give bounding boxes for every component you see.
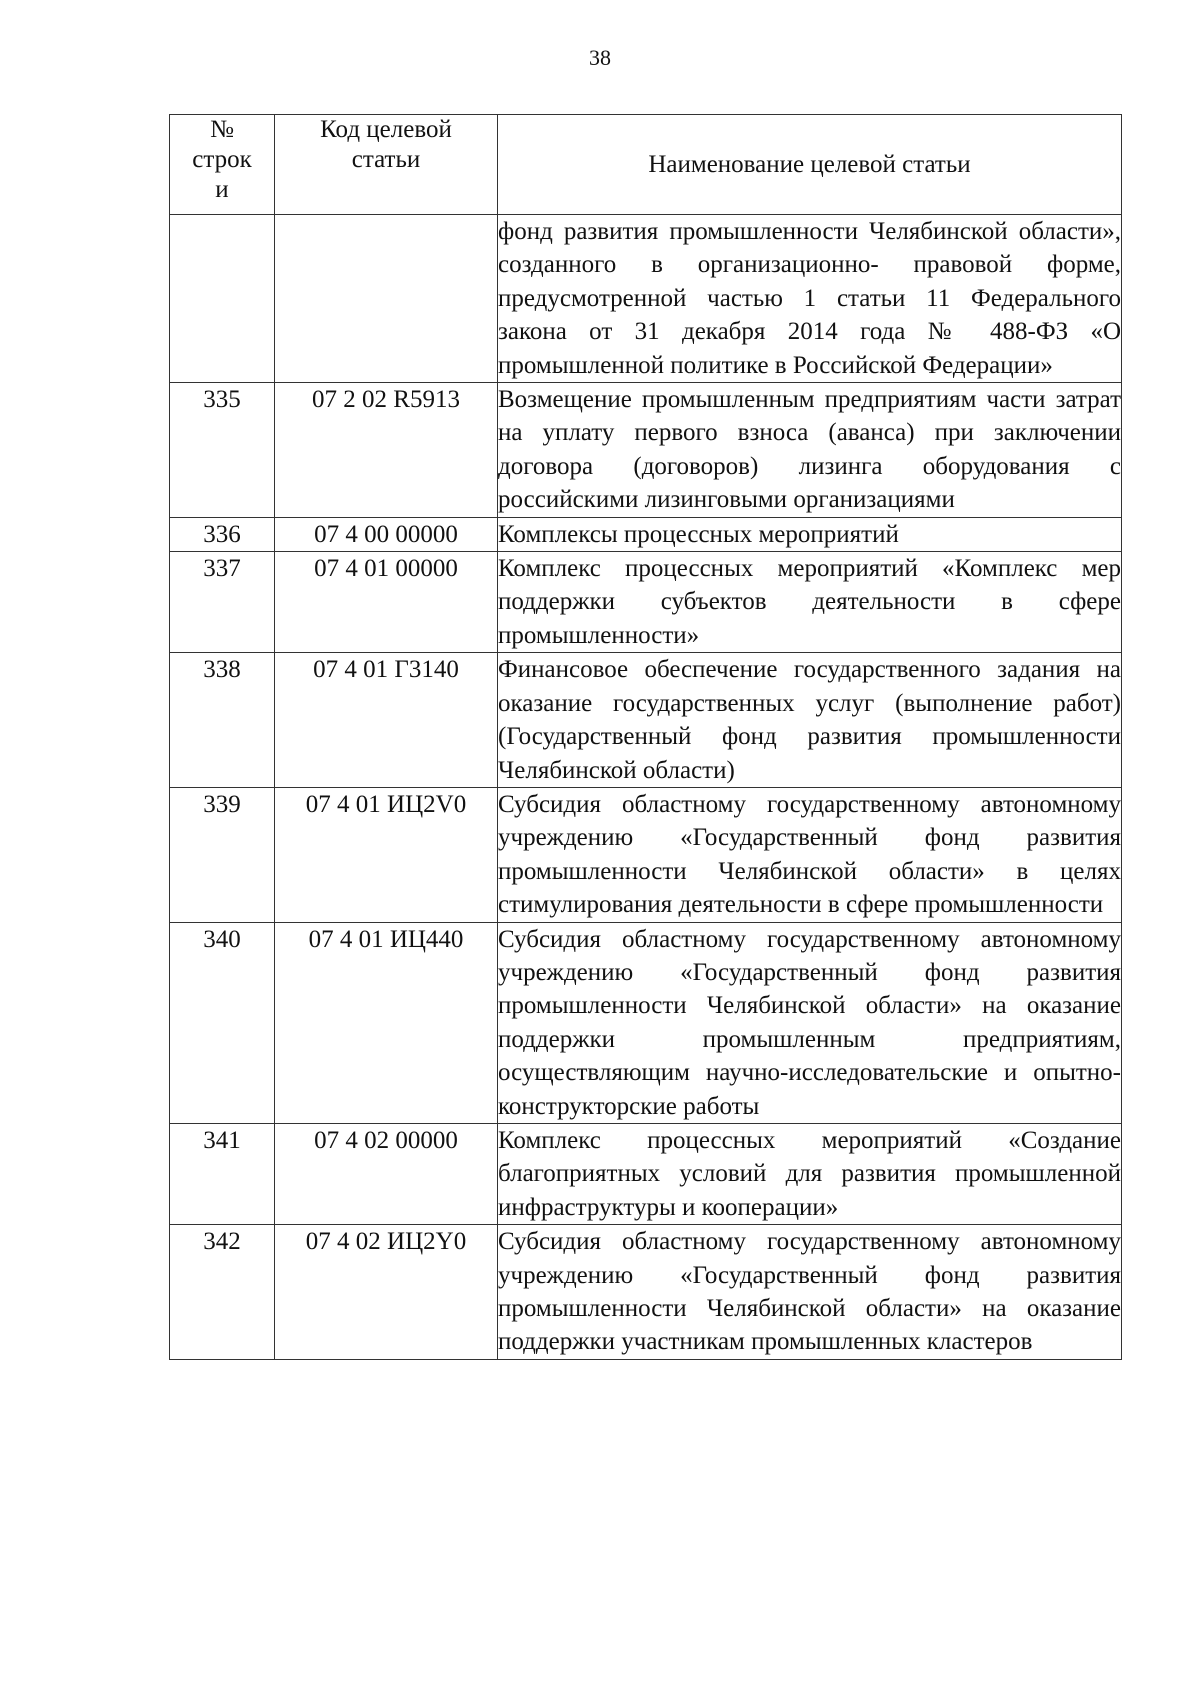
row-number-cell: 338 — [170, 653, 275, 788]
page-number: 38 — [589, 45, 611, 70]
article-name-line: правовой форме, предусмотренной частью 1 — [498, 251, 1121, 312]
header-article-code-line: статьи — [351, 146, 421, 173]
article-name-line: благоприятных условий для развития — [498, 1160, 936, 1188]
table-row — [170, 922, 1122, 1123]
article-name-line: Финансовое обеспечение государственного — [498, 656, 981, 684]
row-number-cell: 336 — [170, 517, 275, 551]
row-number-cell: 335 — [170, 383, 275, 518]
article-name-cell — [498, 215, 1122, 383]
header-row-number-line: строк — [192, 146, 252, 173]
table-header-row — [170, 115, 1122, 215]
article-name-line: области» в целях стимулирования деятельности — [498, 857, 1122, 919]
article-name-line: Возмещение промышленным предприятиям — [498, 386, 977, 414]
article-name-line: мер поддержки субъектов деятельности в сфере — [498, 555, 1121, 616]
article-name-line: области», созданного в организационно- — [498, 218, 1122, 279]
article-name-cell — [498, 1225, 1122, 1360]
article-name-cell — [498, 383, 1122, 518]
article-name-cell — [498, 552, 1122, 653]
article-name-line: промышленным предприятиям, — [702, 1025, 1121, 1053]
article-code-cell: 07 4 01 Г3140 — [275, 653, 498, 788]
article-name-line: автономному учреждению «Государственный — [498, 790, 1121, 852]
row-number-cell: 337 — [170, 552, 275, 653]
header-row-number-line: № — [210, 116, 234, 143]
article-name-line: задания на оказание государственных услуг — [498, 656, 1121, 717]
table-row — [170, 517, 1122, 551]
article-name-line: Комплексы процессных мероприятий — [498, 520, 899, 548]
article-name-line: опытно-конструкторские работы — [498, 1059, 1122, 1120]
article-name-line: области» на оказание поддержки участникам — [498, 1295, 1122, 1356]
article-name-line: осуществляющим научно-исследовательские и — [498, 1059, 1018, 1087]
article-name-line: промышленной инфраструктуры и кооперации» — [498, 1160, 1121, 1221]
article-name-line: фонд развития промышленности Челябинской — [498, 1261, 1122, 1322]
article-name-line: Комплекс процессных мероприятий «Создание — [498, 1126, 1121, 1154]
article-name-line: Субсидия областному государственному — [498, 925, 960, 953]
table-row — [170, 383, 1122, 518]
header-article-code — [275, 115, 498, 215]
article-name-line: фонд развития промышленности Челябинской — [498, 824, 1122, 885]
header-row-number-line: и — [215, 176, 229, 203]
header-row-number — [170, 115, 275, 215]
article-name-line: (выполнение работ) (Государственный фонд — [498, 689, 1121, 751]
article-name-line: промышленных кластеров — [751, 1328, 1033, 1356]
article-name-line: организациями — [793, 486, 955, 514]
row-number-cell: 341 — [170, 1123, 275, 1224]
article-name-line: статьи 11 Федерального закона от 31 декабря — [498, 284, 1122, 346]
article-code-cell: 07 4 01 00000 — [275, 552, 498, 653]
article-name-line: автономному учреждению «Государственный — [498, 925, 1121, 986]
article-name-line: области» на оказание поддержки — [498, 992, 1122, 1053]
table-row — [170, 552, 1122, 653]
table-row — [170, 1123, 1122, 1224]
article-name-line: оборудования с российскими лизинговыми — [498, 452, 1122, 514]
article-code-cell — [275, 215, 498, 383]
article-code-cell: 07 2 02 R5913 — [275, 383, 498, 518]
article-code-cell: 07 4 00 00000 — [275, 517, 498, 551]
article-name-line: политике в Российской Федерации» — [670, 351, 1053, 379]
table-body — [170, 215, 1122, 1360]
article-name-line: области) — [642, 756, 735, 784]
table-row — [170, 215, 1122, 383]
table-row — [170, 1225, 1122, 1360]
table-row — [170, 787, 1122, 922]
article-name-line: фонд развития промышленности Челябинской — [498, 958, 1122, 1020]
article-name-line: Комплекс процессных мероприятий «Комплекс — [498, 555, 1058, 583]
row-number-cell: 340 — [170, 922, 275, 1123]
article-name-cell — [498, 653, 1122, 788]
article-code-cell: 07 4 02 00000 — [275, 1123, 498, 1224]
article-name-line: развития промышленности Челябинской — [498, 723, 1121, 784]
table-row — [170, 653, 1122, 788]
row-number-cell — [170, 215, 275, 383]
article-name-cell — [498, 787, 1122, 922]
article-name-line: 2014 года № 488-ФЗ «О промышленной — [498, 318, 1122, 379]
article-name-line: фонд развития промышленности Челябинской — [498, 218, 1008, 245]
header-article-code-line: Код целевой — [320, 116, 452, 143]
header-article-name: Наименование целевой статьи — [498, 115, 1122, 215]
article-name-line: Субсидия областному государственному — [498, 1228, 960, 1256]
article-name-line: Субсидия областному государственному — [498, 790, 960, 818]
row-number-cell: 342 — [170, 1225, 275, 1360]
article-name-cell — [498, 922, 1122, 1123]
article-code-cell: 07 4 02 ИЦ2Y0 — [275, 1225, 498, 1360]
article-name-cell — [498, 1123, 1122, 1224]
article-name-cell — [498, 517, 1122, 551]
row-number-cell: 339 — [170, 787, 275, 922]
article-name-line: части затрат на уплату первого взноса (аванса) — [498, 386, 1122, 447]
article-name-line: автономному учреждению «Государственный — [498, 1228, 1121, 1289]
article-name-line: в сфере промышленности — [827, 891, 1104, 919]
article-code-cell: 07 4 01 ИЦ2V0 — [275, 787, 498, 922]
target-articles-table — [169, 114, 1122, 1360]
article-name-line: промышленности» — [498, 621, 700, 649]
article-name-line: при заключении договора (договоров) лизинга — [498, 419, 1121, 480]
article-code-cell: 07 4 01 ИЦ440 — [275, 922, 498, 1123]
